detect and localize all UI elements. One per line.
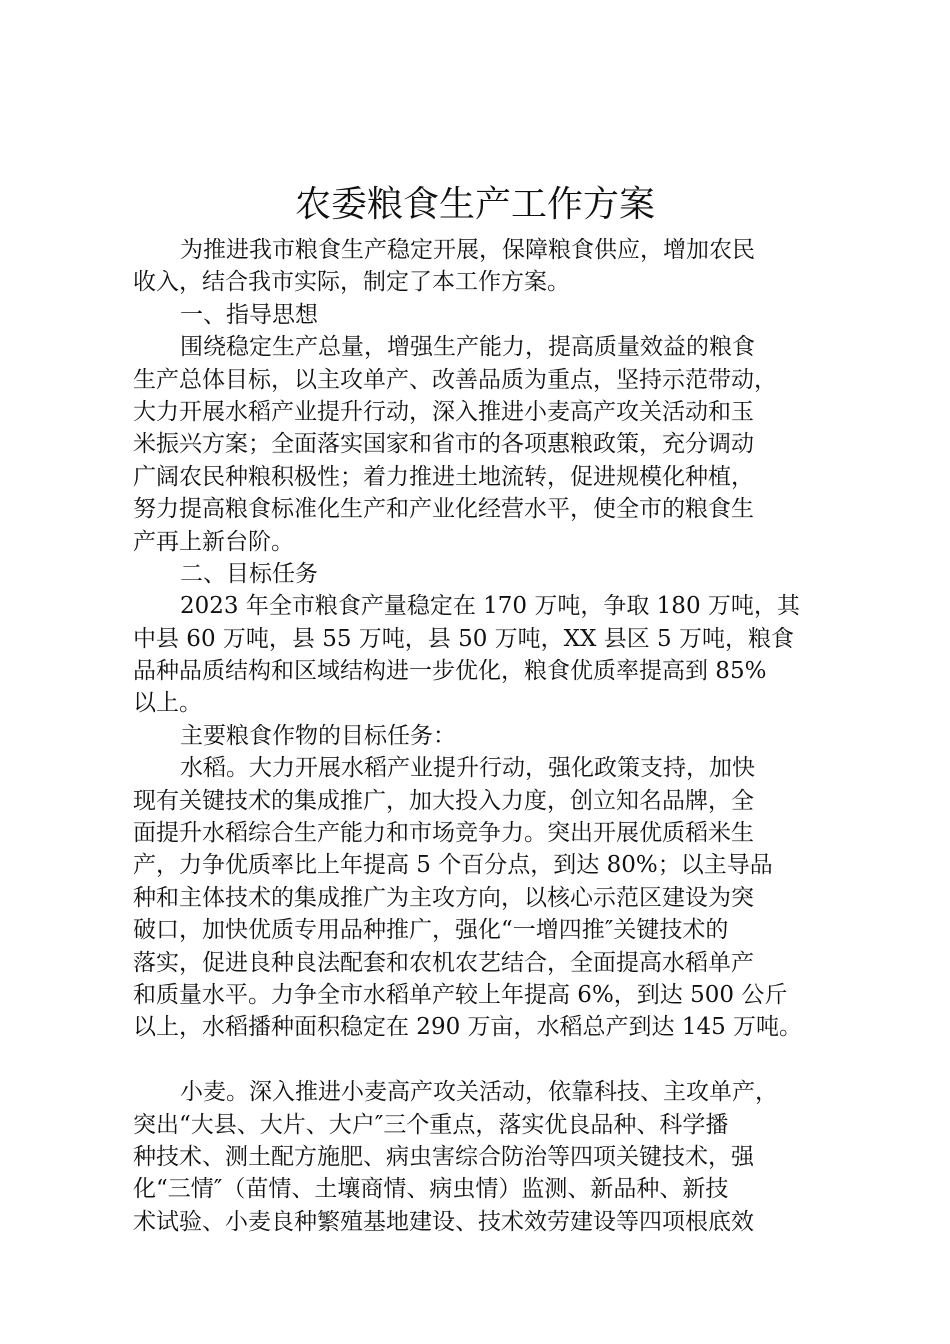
paragraph-line: 以上。 [133,690,202,717]
paragraph-line: 2023 年全市粮食产量稳定在 170 万吨，争取 180 万吨，其 [180,593,800,620]
paragraph-line: 落实，促进良种良法配套和农机农艺结合，全面提高水稻单产 [133,949,754,976]
paragraph-line: 破口，加快优质专用品种推广，强化“一增四推″关键技术的 [133,917,729,944]
section-heading: 一、指导思想 [180,301,318,328]
paragraph-line: 突出“大县、大片、大户″三个重点，落实优良品种、科学播 [133,1111,729,1138]
paragraph-line: 广阔农民种粮积极性；着力推进土地流转，促进规模化种植， [133,463,754,490]
paragraph-line: 水稻。大力开展水稻产业提升行动，强化政策支持，加快 [180,755,755,782]
paragraph-line: 种和主体技术的集成推广为主攻方向，以核心示范区建设为突 [133,884,754,911]
paragraph-line: 围绕稳定生产总量，增强生产能力，提高质量效益的粮食 [180,334,755,361]
paragraph-spacer [133,1044,833,1076]
paragraph-line: 为推进我市粮食生产稳定开展，保障粮食供应，增加农民 [180,237,755,263]
section-heading: 二、目标任务 [180,560,318,587]
paragraph-line: 术试验、小麦良种繁殖基地建设、技术效劳建设等四项根底效 [133,1208,754,1235]
paragraph-line: 收入，结合我市实际，制定了本工作方案。 [133,269,570,296]
paragraph-line: 现有关键技术的集成推广，加大投入力度，创立知名品牌，全 [133,787,754,814]
paragraph-line: 产，力争优质率比上年提高 5 个百分点，到达 80%；以主导品 [133,852,773,879]
paragraph-line: 米振兴方案；全面落实国家和省市的各项惠粮政策，充分调动 [133,431,754,458]
paragraph-line: 面提升水稻综合生产能力和市场竞争力。突出开展优质稻米生 [133,820,754,847]
paragraph-line: 化“三情″（苗情、土壤商情、病虫情）监测、新品种、新技 [133,1176,729,1203]
document-body [133,234,833,1238]
paragraph-line: 努力提高粮食标准化生产和产业化经营水平，使全市的粮食生 [133,496,754,523]
paragraph-line: 和质量水平。力争全市水稻单产较上年提高 6%，到达 500 公斤 [133,981,788,1008]
paragraph-line: 品种品质结构和区域结构进一步优化，粮食优质率提高到 85% [133,658,767,685]
paragraph-line: 以上，水稻播种面积稳定在 290 万亩，水稻总产到达 145 万吨。 [133,1014,803,1041]
paragraph-line: 主要粮食作物的目标任务： [180,722,456,749]
document-title: 农委粮食生产工作方案 [294,184,655,225]
paragraph-line: 小麦。深入推进小麦高产攻关活动，依靠科技、主攻单产， [180,1079,778,1106]
paragraph-line: 生产总体目标，以主攻单产、改善品质为重点，坚持示范带动， [133,366,777,393]
paragraph-line: 大力开展水稻产业提升行动，深入推进小麦高产攻关活动和玉 [133,398,754,425]
paragraph-line: 种技术、测土配方施肥、病虫害综合防治等四项关键技术，强 [133,1143,754,1170]
paragraph-line: 产再上新台阶。 [133,528,294,555]
paragraph-line: 中县 60 万吨，县 55 万吨，县 50 万吨，XX 县区 5 万吨，粮食 [133,625,794,652]
